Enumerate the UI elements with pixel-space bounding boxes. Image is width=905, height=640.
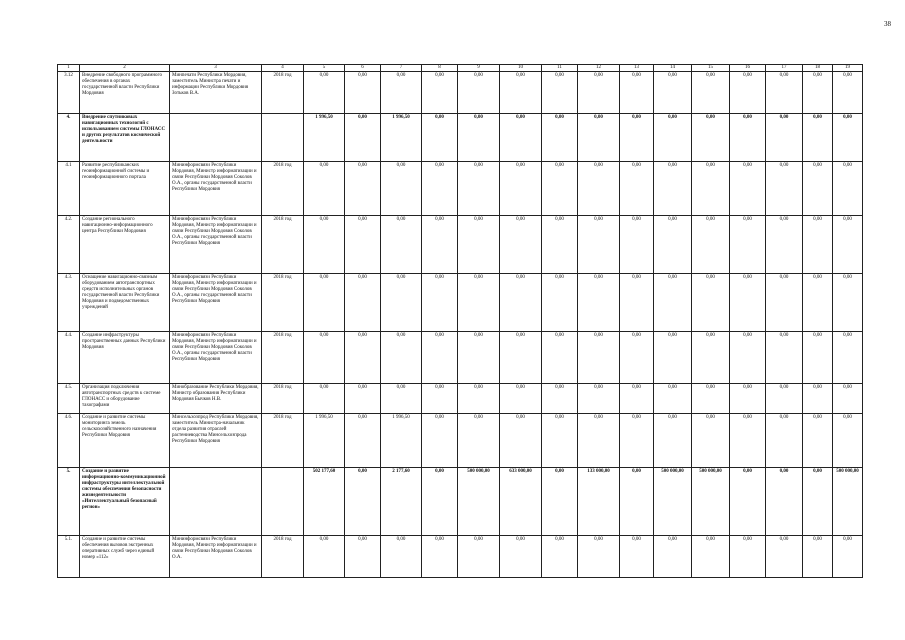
amount-cell: 0,00 xyxy=(730,414,766,468)
amount-cell: 0,00 xyxy=(345,536,381,578)
column-number: 9 xyxy=(458,65,500,72)
deadline: 2018 год xyxy=(262,274,304,332)
amount-cell: 0,00 xyxy=(578,414,620,468)
amount-cell: 0,00 xyxy=(654,332,692,384)
column-number: 8 xyxy=(422,65,458,72)
amount-cell: 0,00 xyxy=(304,162,345,216)
item-number: 3.12 xyxy=(58,72,80,114)
amount-cell: 0,00 xyxy=(345,414,381,468)
amount-cell: 0,00 xyxy=(803,332,833,384)
executor: Минпечати Республики Мордовия, заместитель Министра печати и информации Республики Мордовия Зотьков В.А. xyxy=(170,72,262,114)
amount-cell: 0,00 xyxy=(381,384,422,414)
item-number: 4.2. xyxy=(58,216,80,274)
amount-cell: 0,00 xyxy=(500,274,542,332)
amount-cell: 0,00 xyxy=(500,384,542,414)
amount-cell: 0,00 xyxy=(730,216,766,274)
amount-cell: 0,00 xyxy=(422,384,458,414)
amount-cell: 1 996,50 xyxy=(381,114,422,162)
table-row xyxy=(58,414,863,468)
amount-cell: 0,00 xyxy=(381,216,422,274)
amount-cell: 0,00 xyxy=(654,274,692,332)
amount-cell: 0,00 xyxy=(542,72,578,114)
amount-cell: 0,00 xyxy=(730,384,766,414)
amount-cell: 0,00 xyxy=(766,216,803,274)
amount-cell: 0,00 xyxy=(803,114,833,162)
amount-cell: 0,00 xyxy=(803,216,833,274)
column-number: 19 xyxy=(833,65,863,72)
executor xyxy=(170,468,262,536)
amount-cell: 0,00 xyxy=(620,114,654,162)
amount-cell: 0,00 xyxy=(730,536,766,578)
amount-cell: 0,00 xyxy=(422,332,458,384)
amount-cell: 0,00 xyxy=(345,114,381,162)
table-row xyxy=(58,162,863,216)
table-row xyxy=(58,332,863,384)
amount-cell: 0,00 xyxy=(458,216,500,274)
deadline: 2018 год xyxy=(262,162,304,216)
table-body xyxy=(58,65,863,578)
column-number: 18 xyxy=(803,65,833,72)
amount-cell: 0,00 xyxy=(730,468,766,536)
amount-cell: 1 996,50 xyxy=(381,414,422,468)
amount-cell: 0,00 xyxy=(458,414,500,468)
activity-name: Создание и развитие системы обеспечения вызовов экстренных оперативных служб через единый номер «112» xyxy=(80,536,170,578)
amount-cell: 0,00 xyxy=(833,414,863,468)
column-number: 4 xyxy=(262,65,304,72)
amount-cell: 0,00 xyxy=(692,384,730,414)
amount-cell: 0,00 xyxy=(692,332,730,384)
column-number: 7 xyxy=(381,65,422,72)
amount-cell: 0,00 xyxy=(578,162,620,216)
amount-cell: 133 000,00 xyxy=(578,468,620,536)
amount-cell: 0,00 xyxy=(730,72,766,114)
activity-name: Оснащение навигационно-связным оборудованием автотранспортных средств исполнительных органов государственной власти Республики Мордовия и подведомственных учреждений xyxy=(80,274,170,332)
amount-cell: 0,00 xyxy=(542,414,578,468)
table-row xyxy=(58,384,863,414)
amount-cell: 0,00 xyxy=(458,274,500,332)
amount-cell: 0,00 xyxy=(304,216,345,274)
column-number: 16 xyxy=(730,65,766,72)
activity-name: Внедрение спутниковых навигационных технологий с использованием системы ГЛОНАСС и других результатов космической деятельности xyxy=(80,114,170,162)
amount-cell: 0,00 xyxy=(803,384,833,414)
amount-cell: 0,00 xyxy=(422,274,458,332)
amount-cell: 0,00 xyxy=(458,332,500,384)
amount-cell: 500 000,00 xyxy=(458,468,500,536)
amount-cell: 0,00 xyxy=(345,162,381,216)
table-row xyxy=(58,216,863,274)
amount-cell: 0,00 xyxy=(620,384,654,414)
executor: Мининформсвязи Республики Мордовия, Министр информатизации и связи Республики Мордовия Соколов О.А., органы государственной власти Республики Мордовия xyxy=(170,274,262,332)
amount-cell: 0,00 xyxy=(304,332,345,384)
amount-cell: 0,00 xyxy=(803,536,833,578)
amount-cell: 0,00 xyxy=(692,114,730,162)
amount-cell: 0,00 xyxy=(692,162,730,216)
amount-cell: 0,00 xyxy=(692,216,730,274)
deadline: 2018 год xyxy=(262,414,304,468)
column-number: 15 xyxy=(692,65,730,72)
amount-cell: 0,00 xyxy=(620,414,654,468)
amount-cell: 1 996,50 xyxy=(304,114,345,162)
amount-cell: 500 000,00 xyxy=(692,468,730,536)
amount-cell: 0,00 xyxy=(803,274,833,332)
amount-cell: 0,00 xyxy=(730,162,766,216)
amount-cell: 0,00 xyxy=(692,414,730,468)
amount-cell: 0,00 xyxy=(381,332,422,384)
deadline: 2018 год xyxy=(262,536,304,578)
amount-cell: 0,00 xyxy=(620,274,654,332)
amount-cell: 1 996,50 xyxy=(304,414,345,468)
amount-cell: 633 000,00 xyxy=(500,468,542,536)
amount-cell: 0,00 xyxy=(654,536,692,578)
column-number: 12 xyxy=(578,65,620,72)
amount-cell: 0,00 xyxy=(766,468,803,536)
amount-cell: 0,00 xyxy=(766,274,803,332)
amount-cell: 0,00 xyxy=(578,114,620,162)
table-row xyxy=(58,274,863,332)
amount-cell: 0,00 xyxy=(381,536,422,578)
column-number: 5 xyxy=(304,65,345,72)
amount-cell: 0,00 xyxy=(500,162,542,216)
amount-cell: 0,00 xyxy=(304,536,345,578)
amount-cell: 0,00 xyxy=(833,536,863,578)
deadline xyxy=(262,114,304,162)
amount-cell: 0,00 xyxy=(803,414,833,468)
executor: Мининформсвязи Республики Мордовия, Министр информатизации и связи Республики Мордовия Соколов О.А. xyxy=(170,536,262,578)
amount-cell: 0,00 xyxy=(542,384,578,414)
activity-name: Создание регионального навигационно-информационного центра Республики Мордовия xyxy=(80,216,170,274)
amount-cell: 0,00 xyxy=(833,72,863,114)
amount-cell: 0,00 xyxy=(833,332,863,384)
amount-cell: 0,00 xyxy=(578,536,620,578)
amount-cell: 0,00 xyxy=(692,536,730,578)
amount-cell: 0,00 xyxy=(422,414,458,468)
table-row xyxy=(58,72,863,114)
item-number: 4. xyxy=(58,114,80,162)
amount-cell: 0,00 xyxy=(500,536,542,578)
executor: Мининформсвязи Республики Мордовия, Министр информатизации и связи Республики Мордовия Соколов О.А., органы государственной власти Республики Мордовия xyxy=(170,216,262,274)
amount-cell: 0,00 xyxy=(422,114,458,162)
amount-cell: 0,00 xyxy=(833,274,863,332)
executor: Минсельхозпрод Республики Мордовия, заместитель Министра-начальник отдела развития отраслей растениеводства Минсельхозпрода Республики Мордовия xyxy=(170,414,262,468)
amount-cell: 0,00 xyxy=(345,216,381,274)
amount-cell: 0,00 xyxy=(730,274,766,332)
amount-cell: 0,00 xyxy=(381,162,422,216)
amount-cell: 0,00 xyxy=(833,384,863,414)
amount-cell: 2 177,60 xyxy=(381,468,422,536)
amount-cell: 0,00 xyxy=(458,114,500,162)
amount-cell: 0,00 xyxy=(304,384,345,414)
amount-cell: 0,00 xyxy=(766,114,803,162)
amount-cell: 0,00 xyxy=(578,384,620,414)
column-number: 2 xyxy=(80,65,170,72)
item-number: 4.5. xyxy=(58,384,80,414)
amount-cell: 0,00 xyxy=(620,72,654,114)
item-number: 5.1. xyxy=(58,536,80,578)
deadline: 2018 год xyxy=(262,384,304,414)
amount-cell: 0,00 xyxy=(578,216,620,274)
amount-cell: 0,00 xyxy=(422,216,458,274)
amount-cell: 0,00 xyxy=(654,384,692,414)
table-row xyxy=(58,114,863,162)
table-row xyxy=(58,468,863,536)
amount-cell: 0,00 xyxy=(422,536,458,578)
item-number: 4.6. xyxy=(58,414,80,468)
amount-cell: 0,00 xyxy=(458,536,500,578)
amount-cell: 0,00 xyxy=(766,162,803,216)
column-number: 14 xyxy=(654,65,692,72)
amount-cell: 0,00 xyxy=(766,72,803,114)
amount-cell: 0,00 xyxy=(692,274,730,332)
column-number: 10 xyxy=(500,65,542,72)
amount-cell: 0,00 xyxy=(620,536,654,578)
amount-cell: 0,00 xyxy=(458,162,500,216)
amount-cell: 0,00 xyxy=(620,216,654,274)
amount-cell: 0,00 xyxy=(345,384,381,414)
activity-name: Создание и развитие системы мониторинга земель сельскохозяйственного назначения Республики Мордовия xyxy=(80,414,170,468)
amount-cell: 0,00 xyxy=(654,216,692,274)
deadline: 2018 год xyxy=(262,72,304,114)
column-number: 6 xyxy=(345,65,381,72)
amount-cell: 0,00 xyxy=(542,114,578,162)
amount-cell: 0,00 xyxy=(620,162,654,216)
amount-cell: 0,00 xyxy=(458,384,500,414)
amount-cell: 0,00 xyxy=(803,72,833,114)
item-number: 4.4. xyxy=(58,332,80,384)
header-row xyxy=(58,65,863,72)
amount-cell: 0,00 xyxy=(803,162,833,216)
deadline xyxy=(262,468,304,536)
budget-table xyxy=(57,64,863,578)
amount-cell: 502 177,60 xyxy=(304,468,345,536)
column-number: 1 xyxy=(58,65,80,72)
amount-cell: 0,00 xyxy=(500,72,542,114)
amount-cell: 0,00 xyxy=(766,384,803,414)
activity-name: Создание инфраструктуры пространственных данных Республики Мордовия xyxy=(80,332,170,384)
amount-cell: 0,00 xyxy=(422,162,458,216)
amount-cell: 0,00 xyxy=(578,72,620,114)
amount-cell: 500 000,00 xyxy=(833,468,863,536)
amount-cell: 0,00 xyxy=(422,468,458,536)
executor: Мининформсвязи Республики Мордовия, Министр информатизации и связи Республики Мордовия Соколов О.А., органы государственной власти Республики Мордовия xyxy=(170,162,262,216)
amount-cell: 0,00 xyxy=(542,274,578,332)
amount-cell: 0,00 xyxy=(542,332,578,384)
item-number: 4.3. xyxy=(58,274,80,332)
page-number: 38 xyxy=(884,20,891,28)
amount-cell: 0,00 xyxy=(381,274,422,332)
amount-cell: 0,00 xyxy=(692,72,730,114)
deadline: 2018 год xyxy=(262,216,304,274)
amount-cell: 0,00 xyxy=(458,72,500,114)
amount-cell: 0,00 xyxy=(500,332,542,384)
amount-cell: 0,00 xyxy=(620,468,654,536)
amount-cell: 0,00 xyxy=(654,72,692,114)
amount-cell: 0,00 xyxy=(578,332,620,384)
amount-cell: 0,00 xyxy=(730,114,766,162)
amount-cell: 0,00 xyxy=(542,216,578,274)
amount-cell: 0,00 xyxy=(304,72,345,114)
amount-cell: 0,00 xyxy=(542,162,578,216)
executor: Минобразование Республики Мордовия, Министр образования Республики Мордовия Бычков Н.В. xyxy=(170,384,262,414)
amount-cell: 0,00 xyxy=(345,274,381,332)
amount-cell: 500 000,00 xyxy=(654,468,692,536)
amount-cell: 0,00 xyxy=(654,414,692,468)
activity-name: Развитие республиканских геоинформационной системы и геоинформационного портала xyxy=(80,162,170,216)
column-number: 11 xyxy=(542,65,578,72)
amount-cell: 0,00 xyxy=(500,114,542,162)
column-number: 3 xyxy=(170,65,262,72)
amount-cell: 0,00 xyxy=(654,162,692,216)
amount-cell: 0,00 xyxy=(766,536,803,578)
amount-cell: 0,00 xyxy=(345,468,381,536)
amount-cell: 0,00 xyxy=(620,332,654,384)
amount-cell: 0,00 xyxy=(833,162,863,216)
executor: Мининформсвязи Республики Мордовия, Министр информатизации и связи Республики Мордовия Соколов О.А., органы государственной власти Республики Мордовия xyxy=(170,332,262,384)
amount-cell: 0,00 xyxy=(381,72,422,114)
amount-cell: 0,00 xyxy=(345,332,381,384)
amount-cell: 0,00 xyxy=(766,414,803,468)
amount-cell: 0,00 xyxy=(578,274,620,332)
item-number: 4.1 xyxy=(58,162,80,216)
activity-name: Организация подключения автотранспортных средств к системе ГЛОНАСС и оборудование тахографами xyxy=(80,384,170,414)
amount-cell: 0,00 xyxy=(542,468,578,536)
column-number: 13 xyxy=(620,65,654,72)
column-number: 17 xyxy=(766,65,803,72)
table-row xyxy=(58,536,863,578)
amount-cell: 0,00 xyxy=(803,468,833,536)
deadline: 2018 год xyxy=(262,332,304,384)
activity-name: Внедрение свободного программного обеспечения в органах государственной власти Республики Мордовия xyxy=(80,72,170,114)
amount-cell: 0,00 xyxy=(422,72,458,114)
executor xyxy=(170,114,262,162)
activity-name: Создание и развитие информационно-коммуникационной инфраструктуры интеллектуальной системы обеспечения безопасности жизнедеятельности «Интеллектуальный безопасный регион» xyxy=(80,468,170,536)
amount-cell: 0,00 xyxy=(542,536,578,578)
amount-cell: 0,00 xyxy=(345,72,381,114)
amount-cell: 0,00 xyxy=(833,114,863,162)
amount-cell: 0,00 xyxy=(833,216,863,274)
item-number: 5. xyxy=(58,468,80,536)
amount-cell: 0,00 xyxy=(500,414,542,468)
amount-cell: 0,00 xyxy=(500,216,542,274)
amount-cell: 0,00 xyxy=(304,274,345,332)
amount-cell: 0,00 xyxy=(766,332,803,384)
amount-cell: 0,00 xyxy=(654,114,692,162)
amount-cell: 0,00 xyxy=(730,332,766,384)
